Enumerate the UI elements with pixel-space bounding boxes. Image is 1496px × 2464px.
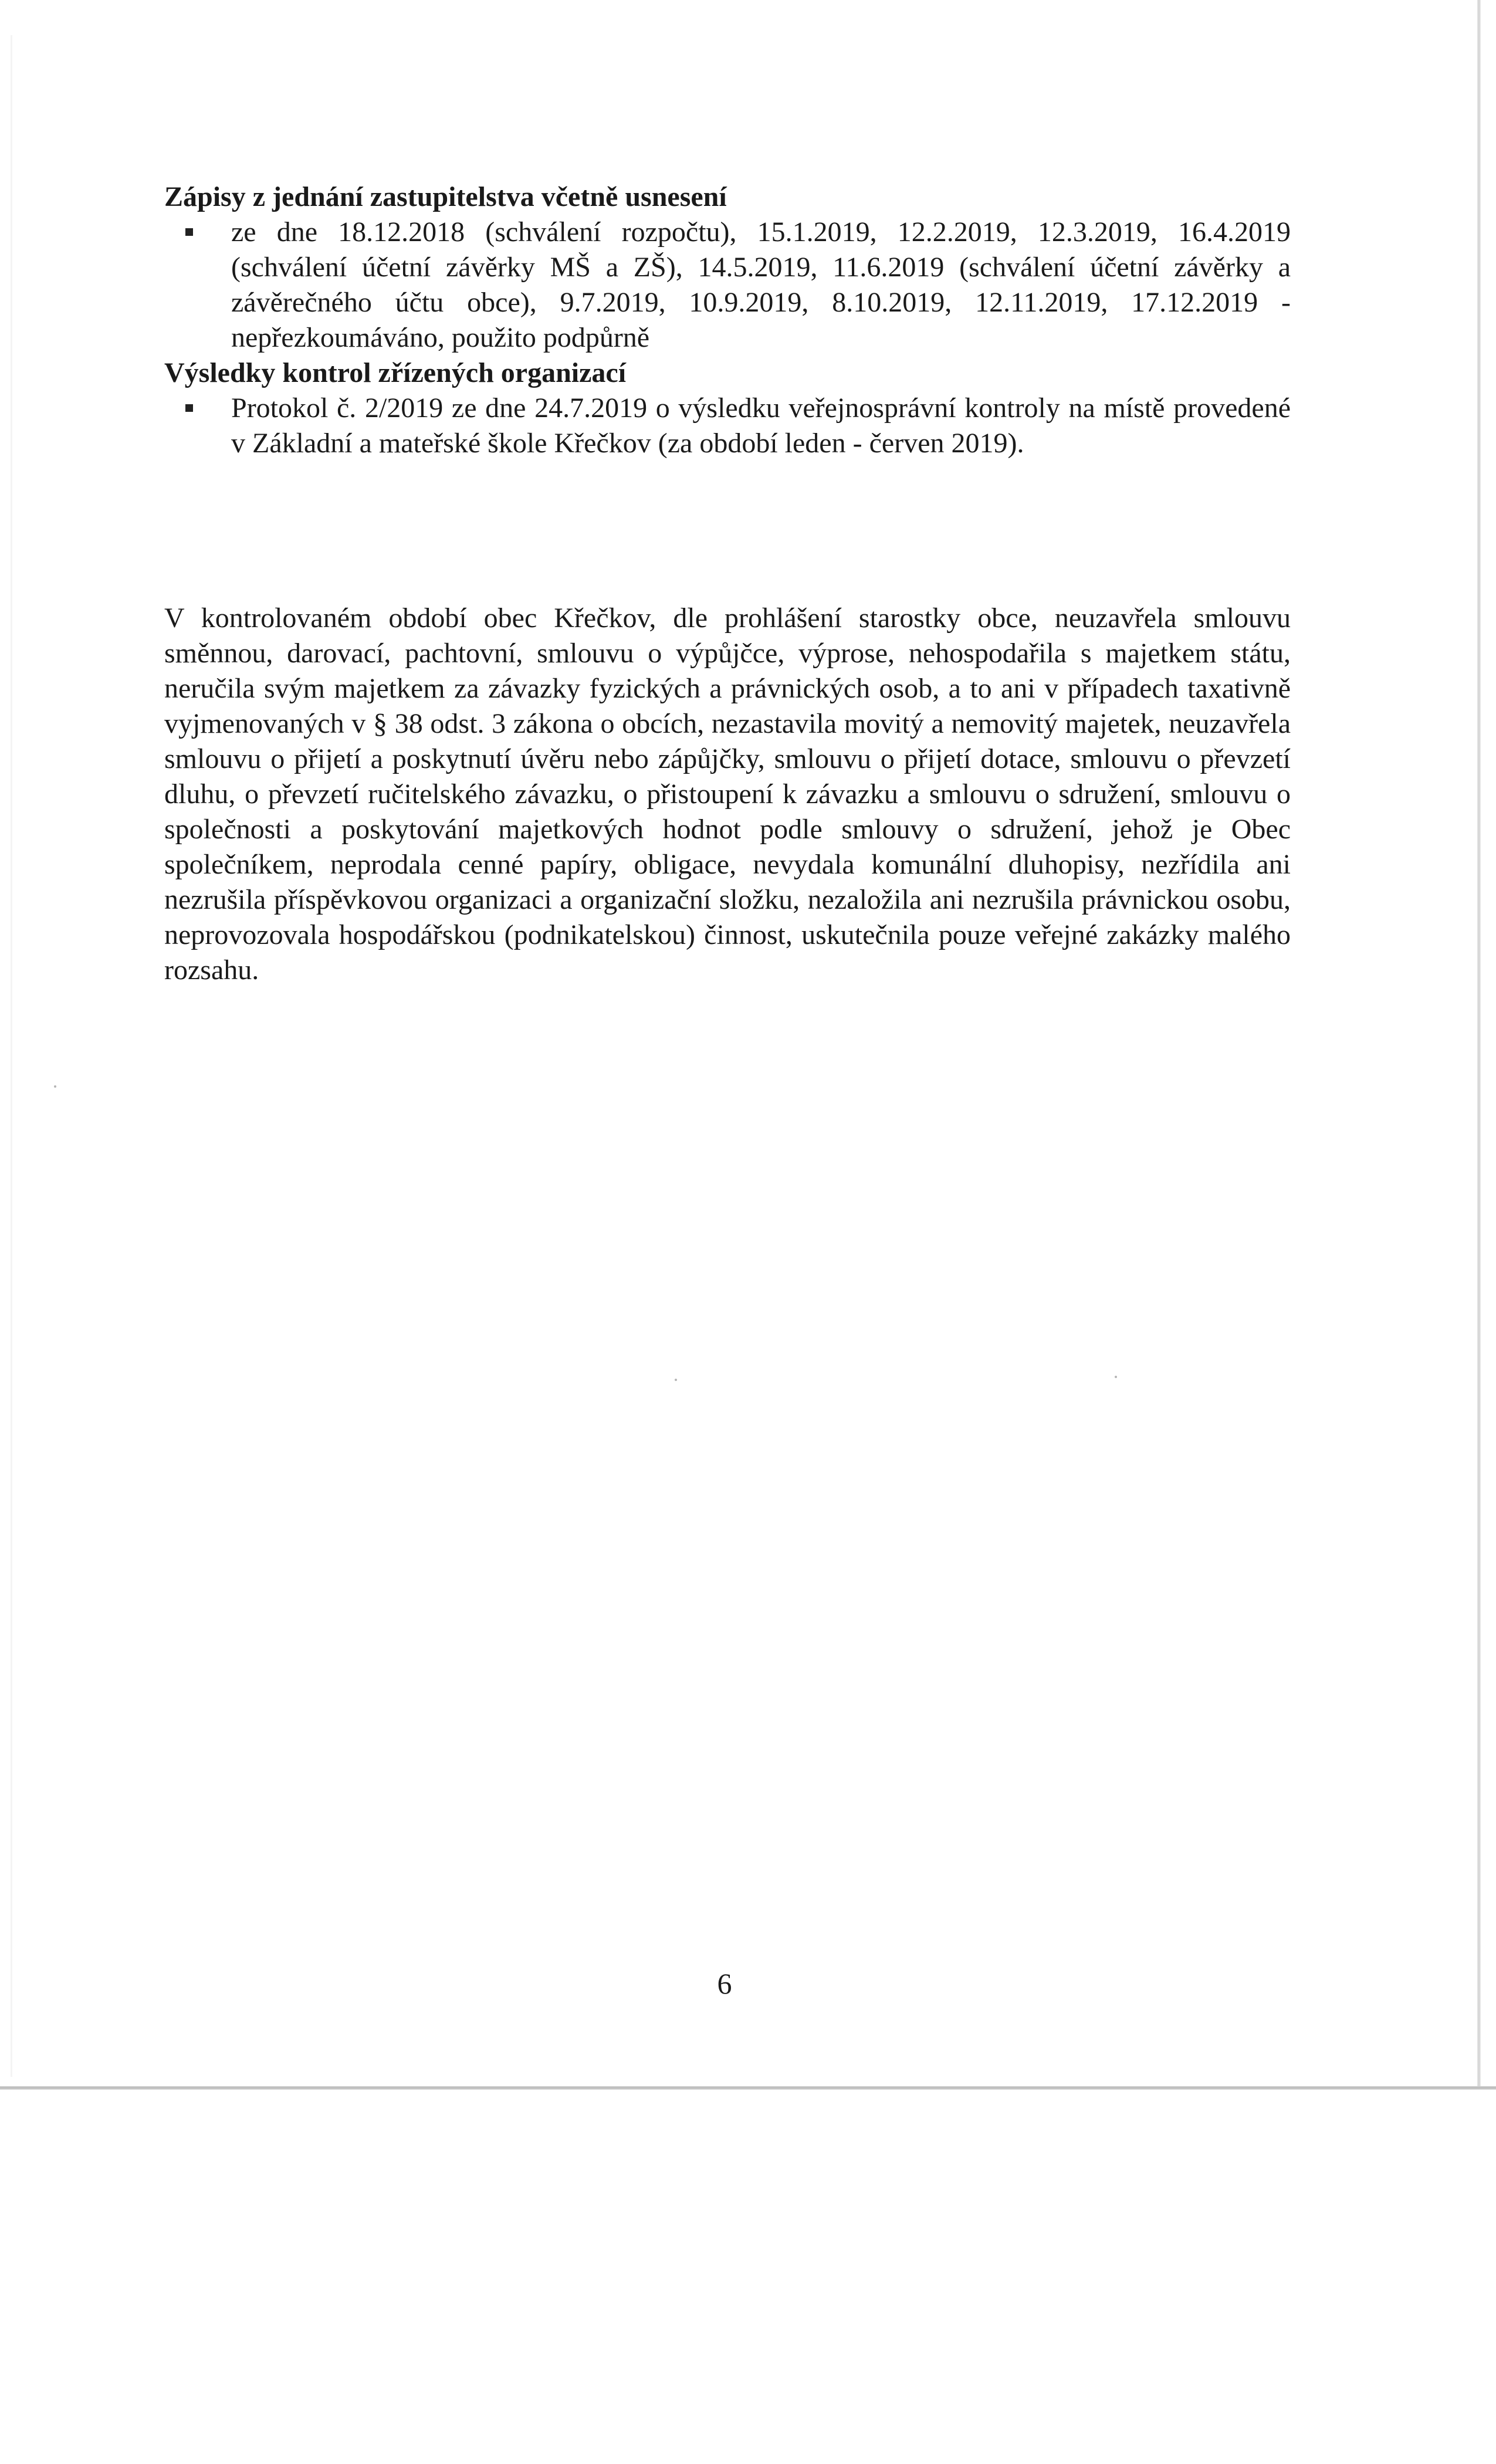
list-item-text: Protokol č. 2/2019 ze dne 24.7.2019 o výsledku veřejnosprávní kontroly na místě provedené v Základní a mateřské škole Křečkov (za období leden - červen 2019). [231,392,1291,459]
section-heading-minutes: Zápisy z jednání zastupitelstva včetně usnesení [164,181,727,212]
scan-left-edge [11,35,12,2077]
bullet-icon [185,404,193,412]
scan-speck [54,1085,56,1088]
scan-speck [675,1379,677,1381]
section-heading-inspections: Výsledky kontrol zřízených organizací [164,357,627,388]
list-item-text: ze dne 18.12.2018 (schválení rozpočtu), 15.1.2019, 12.2.2019, 12.3.2019, 16.4.2019 (schválení účetní závěrky MŠ a ZŠ), 14.5.2019, 11.6.2019 (schválení účetní závěrky a závěrečného účtu obce), 9.7.2019, 10.9.2019, 8.10.2019, 12.11.2019, 17.12.2019 - nepřezkoumáváno, použito podpůrně [231,216,1291,353]
list-item-protocol [164,391,1291,461]
list-item-minutes [164,215,1291,356]
bullet-icon [185,228,193,236]
body-paragraph: V kontrolovaném období obec Křečkov, dle prohlášení starostky obce, neuzavřela smlouvu směnnou, darovací, pachtovní, smlouvu o výpůjčce, výprose, nehospodařila s majetkem státu, neručila svým majetkem za závazky fyzických a právnických osob, a to ani v případech taxativně vyjmenovaných v § 38 odst. 3 zákona o obcích, nezastavila movitý a nemovitý majetek, neuzavřela smlouvu o přijetí a poskytnutí úvěru nebo zápůjčky, smlouvu o přijetí dotace, smlouvu o převzetí dluhu, o převzetí ručitelského závazku, o přistoupení k závazku a smlouvu o sdružení, smlouvu o společnosti a poskytování majetkových hodnot podle smlouvy o sdružení, jehož je Obec společníkem, neprodala cenné papíry, obligace, nevydala komunální dluhopisy, nezřídila ani nezrušila příspěvkovou organizaci a organizační složku, nezaložila ani nezrušila právnickou osobu, neprovozovala hospodářskou (podnikatelskou) činnost, uskutečnila pouze veřejné zakázky malého rozsahu. [164,603,1291,986]
scan-right-edge [1477,0,1481,2089]
blank-area [0,2090,1496,2464]
page-number: 6 [717,1967,732,2000]
document-body [164,180,1291,1016]
scan-speck [1115,1376,1117,1378]
